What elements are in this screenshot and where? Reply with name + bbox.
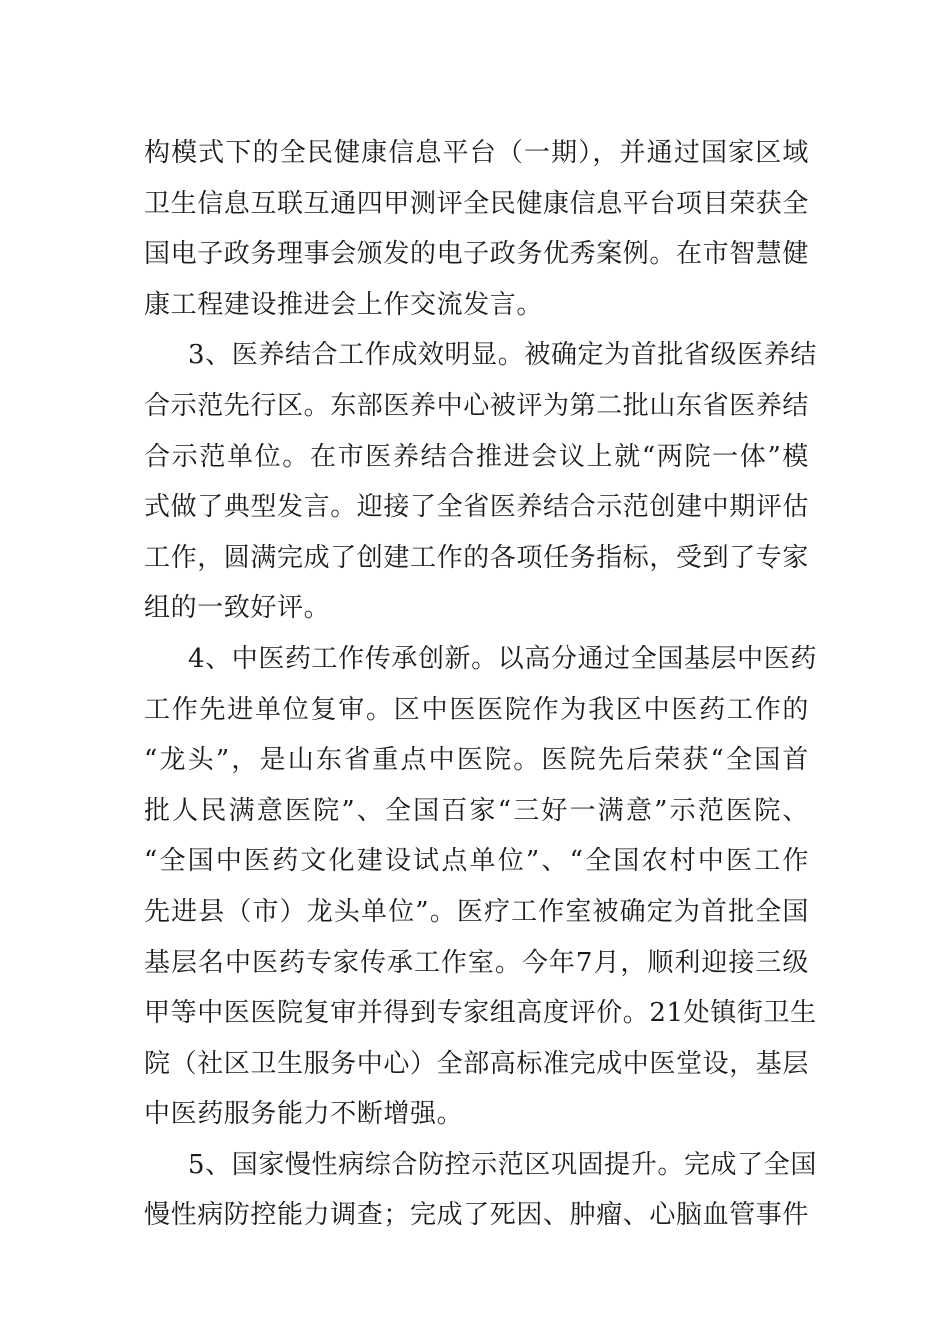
- text-line-6: 合示范先行区。东部医养中心被评为第二批山东省医养结: [144, 390, 810, 421]
- text-line-2: 卫生信息互联互通四甲测评全民健康信息平台项目荣获全: [144, 188, 810, 219]
- text-line-3: 国电子政务理事会颁发的电子政务优秀案例。在市智慧健: [144, 239, 810, 270]
- text-line-17: 基层名中医药专家传承工作室。今年7月，顺利迎接三级: [144, 947, 809, 978]
- text-line-18: 甲等中医医院复审并得到专家组高度评价。21处镇街卫生: [144, 998, 817, 1029]
- text-line-9: 工作，圆满完成了创建工作的各项任务指标，受到了专家: [144, 542, 810, 573]
- text-line-14: 批人民满意医院”、全国百家“三好一满意”示范医院、: [144, 795, 809, 826]
- text-line-15: “全国中医药文化建设试点单位”、“全国农村中医工作: [144, 846, 809, 877]
- text-line-16: 先进县（市）龙头单位”。医疗工作室被确定为首批全国: [144, 896, 809, 927]
- text-line-11: 4、中医药工作传承创新。以高分通过全国基层中医药: [188, 643, 817, 674]
- text-line-4: 康工程建设推进会上作交流发言。: [144, 289, 544, 320]
- text-line-22: 慢性病防控能力调查；完成了死因、肿瘤、心脑血管事件: [144, 1200, 810, 1231]
- text-line-8: 式做了典型发言。迎接了全省医养结合示范创建中期评估: [144, 492, 810, 523]
- text-line-21: 5、国家慢性病综合防控示范区巩固提升。完成了全国: [188, 1149, 817, 1180]
- text-line-12: 工作先进单位复审。区中医医院作为我区中医药工作的: [144, 694, 809, 725]
- text-line-5: 3、医养结合工作成效明显。被确定为首批省级医养结: [188, 340, 817, 371]
- text-line-7: 合示范单位。在市医养结合推进会议上就“两院一体”模: [144, 441, 809, 472]
- text-line-10: 组的一致好评。: [144, 593, 331, 624]
- text-line-13: “龙头”，是山东省重点中医院。医院先后荣获“全国首: [144, 745, 809, 776]
- text-line-1: 构模式下的全民健康信息平台（一期），并通过国家区域: [144, 138, 809, 168]
- text-line-20: 中医药服务能力不断增强。: [144, 1099, 464, 1130]
- document-body: [144, 128, 817, 1241]
- text-line-19: 院（社区卫生服务中心）全部高标准完成中医堂设，基层: [144, 1048, 810, 1079]
